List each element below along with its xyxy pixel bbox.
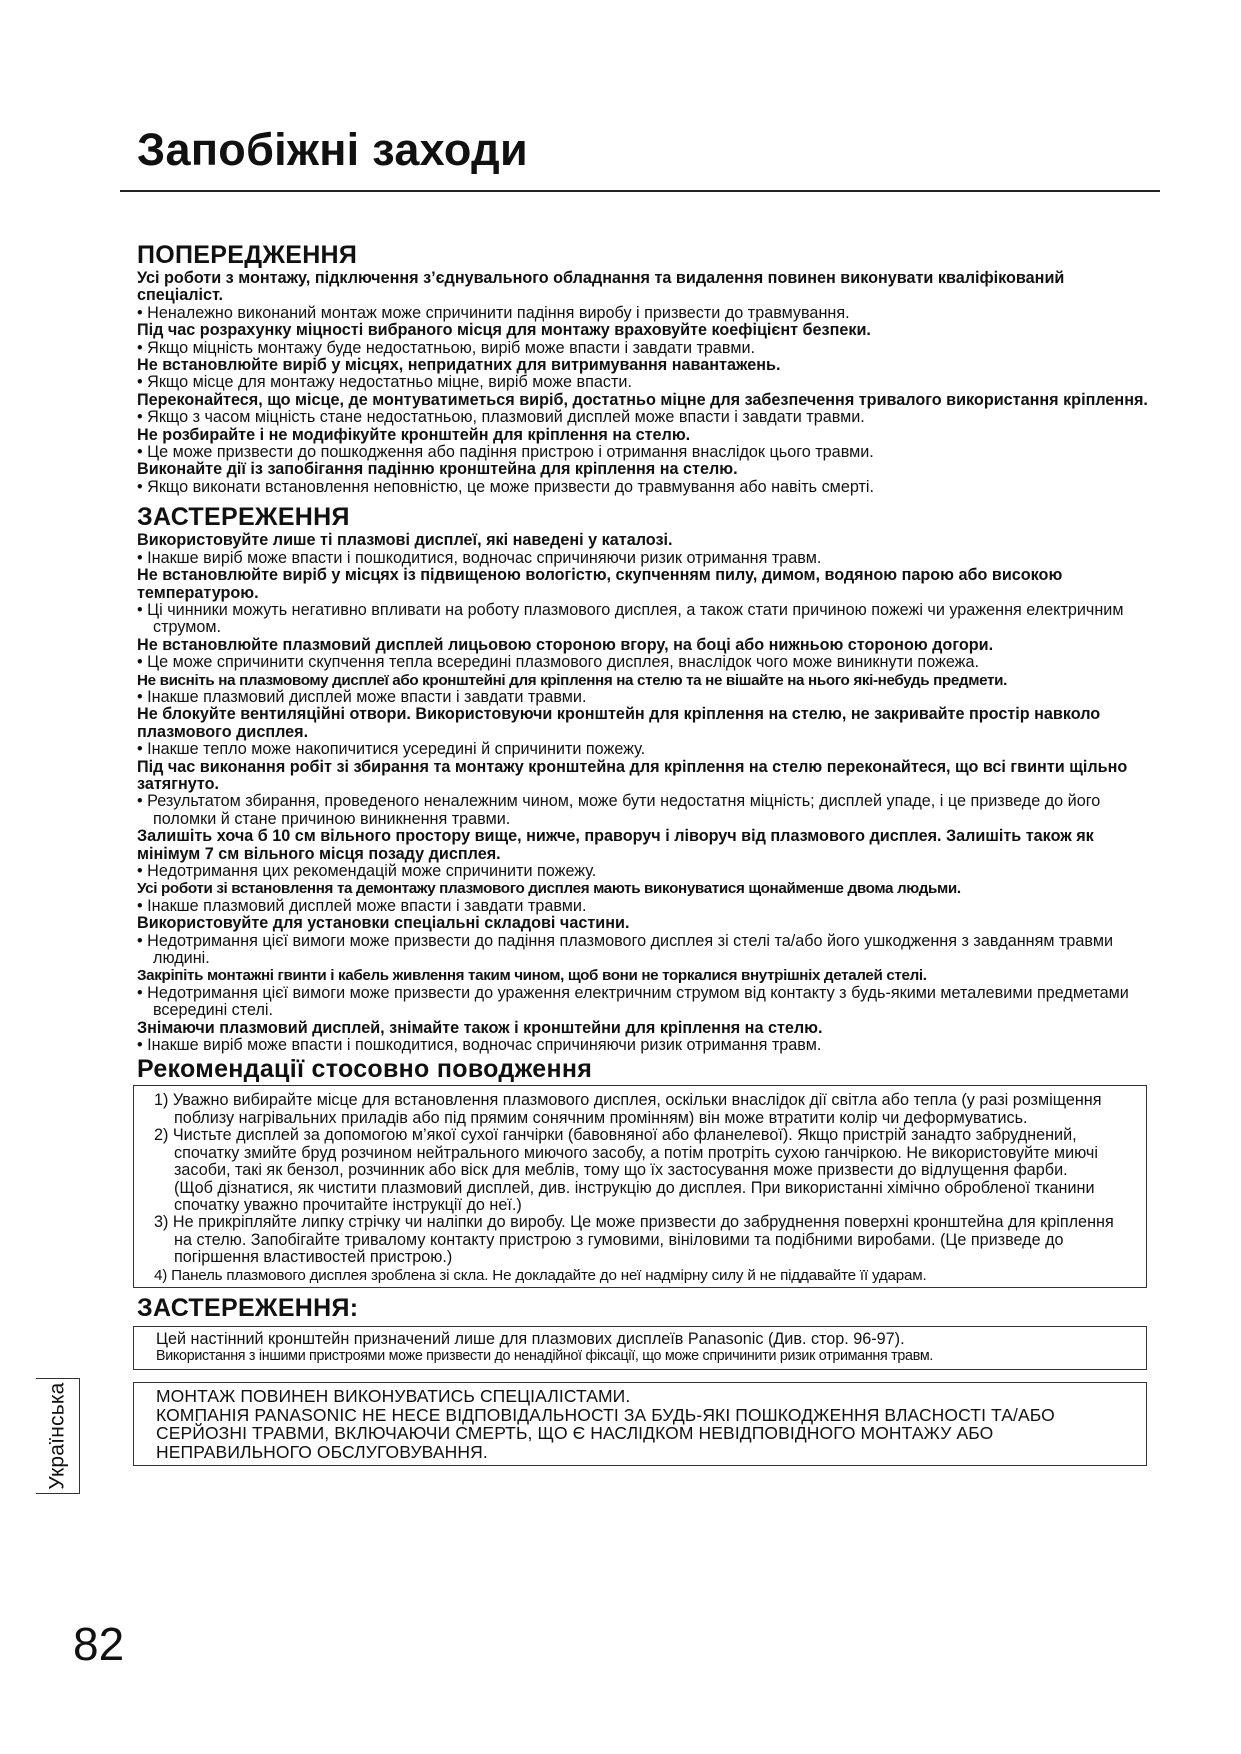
caution-heading: ЗАСТЕРЕЖЕННЯ — [137, 503, 350, 532]
caution-item: Залишіть хоча б 10 см вільного простору вище, нижче, праворуч і ліворуч від плазмового дисплея. Залишіть також як мінімум 7 см вільного місця позаду дисплея. — [137, 827, 1094, 863]
content — [137, 241, 1149, 1466]
warning-item: Переконайтеся, що місце, де монтуватиметься виріб, достатньо міцне для забезпечення тривалого використання кріплення. — [137, 390, 1148, 409]
caution-item: • Інакше виріб може впасти і пошкодитися, водночас спричиняючи ризик отримання травм. — [137, 1036, 822, 1055]
notice-line: КОМПАНІЯ PANASONIC НЕ НЕСЕ ВІДПОВІДАЛЬНОСТІ ЗА БУДЬ-ЯКІ ПОШКОДЖЕННЯ ВЛАСНОСТІ ТА/АБО СЕРЙОЗНІ ТРАВМИ, ВКЛЮЧАЮЧИ СМЕРТЬ, ЩО Є НАСЛІДКОМ НЕВІДПОВІДНОГО МОНТАЖУ АБО НЕПРАВИЛЬНОГО ОБСЛУГОВУВАННЯ. — [156, 1404, 1055, 1462]
caution-item: • Недотримання цих рекомендацій може спричинити пожежу. — [137, 862, 597, 880]
caution2-line: Цей настінний кронштейн призначений лише для плазмових дисплеїв Panasonic (Див. стор. 96-97). — [156, 1329, 905, 1348]
warning-item: • Якщо міцність монтажу буде недостатньою, виріб може впасти і завдати травми. — [137, 338, 755, 357]
warning-item: Не розбирайте і не модифікуйте кронштейн для кріплення на стелю. — [137, 425, 691, 444]
warning-item: Під час розрахунку міцності вибраного місця для монтажу враховуйте коефіцієнт безпеки. — [137, 321, 871, 340]
caution-item: Не встановлюйте плазмовий дисплей лицьовою стороною вгору, на боці або нижньою стороною догори. — [137, 635, 994, 654]
warning-item: • Це може призвести до пошкодження або падіння пристрою і отримання внаслідок цього травми. — [137, 443, 874, 462]
caution-item: • Результатом збирання, проведеного неналежним чином, може бути недостатня міцність; дисплей упаде, і це призведе до його поломки й стане причиною виникнення травми. — [137, 792, 1101, 828]
notice-line: МОНТАЖ ПОВИНЕН ВИКОНУВАТИСЬ СПЕЦІАЛІСТАМИ. — [156, 1386, 631, 1407]
caution-list — [137, 532, 1149, 1054]
caution2-heading: ЗАСТЕРЕЖЕННЯ: — [137, 1293, 359, 1322]
handling-item: 3) Не прикріпляйте липку стрічку чи наліпки до виробу. Це може призвести до забруднення поверхні кронштейна для кріплення на стелю. Запобігайте тривалому контакту пристрою з гумовими, вініловими та подібними виробами. (Це призведе до погіршення властивостей пристрою.) — [154, 1213, 1114, 1267]
caution-item: • Інакше виріб може впасти і пошкодитися, водночас спричиняючи ризик отримання травм. — [137, 548, 822, 567]
warning-item: • Неналежно виконаний монтаж може спричинити падіння виробу і призвести до травмування. — [137, 303, 850, 322]
caution-item: Використовуйте лише ті плазмові дисплеї, які наведені у каталозі. — [137, 531, 673, 550]
caution-item: • Інакше плазмовий дисплей може впасти і завдати травми. — [137, 687, 587, 706]
caution-item: Усі роботи зі встановлення та демонтажу плазмового дисплея мають виконуватися щонайменше двома людьми. — [137, 880, 961, 898]
caution-item: • Це може спричинити скупчення тепла всередині плазмового дисплея, внаслідок чого може виникнути пожежа. — [137, 653, 979, 672]
title-divider — [120, 190, 1160, 192]
caution-item: • Недотримання цієї вимоги може призвести до падіння плазмового дисплея зі стелі та/або його ушкодження з завданням травми людині. — [137, 931, 1113, 968]
warning-item: Усі роботи з монтажу, підключення з’єднувального обладнання та видалення повинен виконувати кваліфікований спеціаліст. — [137, 269, 1065, 305]
caution-item: • Недотримання цієї вимоги може призвести до ураження електричним струмом від контакту з будь-якими металевими предметами всередині стелі. — [137, 983, 1129, 1020]
handling-item-note: (Щоб дізнатися, як чистити плазмовий дисплей, див. інструкцію до дисплея. При використанні хімічно обробленої тканини спочатку уважно прочитайте інструкції до неї.) — [174, 1178, 1095, 1214]
warning-heading: ПОПЕРЕДЖЕННЯ — [137, 241, 358, 269]
page-title: Запобіжні заходи — [137, 124, 528, 175]
caution-item: Не висніть на плазмовому дисплеї або кронштейні для кріплення на стелю та не вішайте на нього які-небудь предмети. — [137, 671, 1007, 689]
caution-item: Використовуйте для установки спеціальні складові частини. — [137, 914, 630, 933]
caution-item: • Інакше плазмовий дисплей може впасти і завдати травми. — [137, 896, 587, 915]
installation-notice-box — [133, 1382, 1147, 1466]
warning-item: • Якщо з часом міцність стане недостатньою, плазмовий дисплей може впасти і завдати травми. — [137, 408, 865, 427]
caution-item: Не блокуйте вентиляційні отвори. Використовуючи кронштейн для кріплення на стелю, не закривайте простір навколо плазмового дисплея. — [137, 705, 1101, 741]
warning-item: Не встановлюйте виріб у місцях, непридатних для витримування навантажень. — [137, 356, 781, 375]
caution2-line: Використання з іншими пристроями може призвести до ненадійної фіксації, що може спричинити ризик отримання травм. — [156, 1348, 934, 1365]
caution-item: • Ці чинники можуть негативно впливати на роботу плазмового дисплея, а також стати причиною пожежі чи ураження електричним струмом. — [137, 600, 1124, 637]
language-tab — [42, 1384, 74, 1488]
warning-list — [137, 270, 1149, 496]
handling-box — [133, 1085, 1147, 1287]
warning-item: • Якщо виконати встановлення неповністю, це може призвести до травмування або навіть смерті. — [137, 477, 874, 496]
caution-item: Закріпіть монтажні гвинти і кабель живлення таким чином, щоб вони не торкалися внутрішніх деталей стелі. — [137, 967, 927, 985]
warning-item: Виконайте дії із запобігання падінню кронштейна для кріплення на стелю. — [137, 460, 738, 479]
language-tab-label: Українська — [46, 1382, 69, 1490]
caution-item: Під час виконання робіт зі збирання та монтажу кронштейна для кріплення на стелю переконайтеся, що всі гвинти щільно затягнуто. — [137, 757, 1128, 793]
handling-item: 4) Панель плазмового дисплея зроблена зі скла. Не докладайте до неї надмірну силу й не піддавайте її ударам. — [154, 1266, 927, 1284]
handling-item: 2) Чистьте дисплей за допомогою м’якої сухої ганчірки (бавовняної або фланелевої). Якщо пристрій занадто забруднений, спочатку змийте бруд розчином нейтрального миючого засобу, а потім протріть сухою ганчіркою. Не використовуйте миючі засоби, такі як бензол, розчинник або віск для меблів, тому що їх застосування може призвести до відлущення фарби. — [154, 1126, 1098, 1180]
handling-heading: Рекомендації стосовно поводження — [137, 1055, 593, 1084]
caution-item: Не встановлюйте виріб у місцях із підвищеною вологістю, скупченням пилу, димом, водяною парою або високою температурою. — [137, 566, 1063, 602]
warning-item: • Якщо місце для монтажу недостатньо міцне, виріб може впасти. — [137, 373, 632, 392]
handling-item: 1) Уважно вибирайте місце для встановлення плазмового дисплея, оскільки внаслідок дії світла або тепла (у разі розміщення поблизу нагрівальних приладів або під прямим сонячним промінням) він може втратити колір чи деформуватись. — [154, 1091, 1102, 1127]
caution-item: • Інакше тепло може накопичитися усередині й спричинити пожежу. — [137, 740, 646, 759]
caution2-box — [133, 1326, 1147, 1370]
page-number: 82 — [73, 1618, 125, 1670]
caution-item: Знімаючи плазмовий дисплей, знімайте також і кронштейни для кріплення на стелю. — [137, 1018, 823, 1037]
